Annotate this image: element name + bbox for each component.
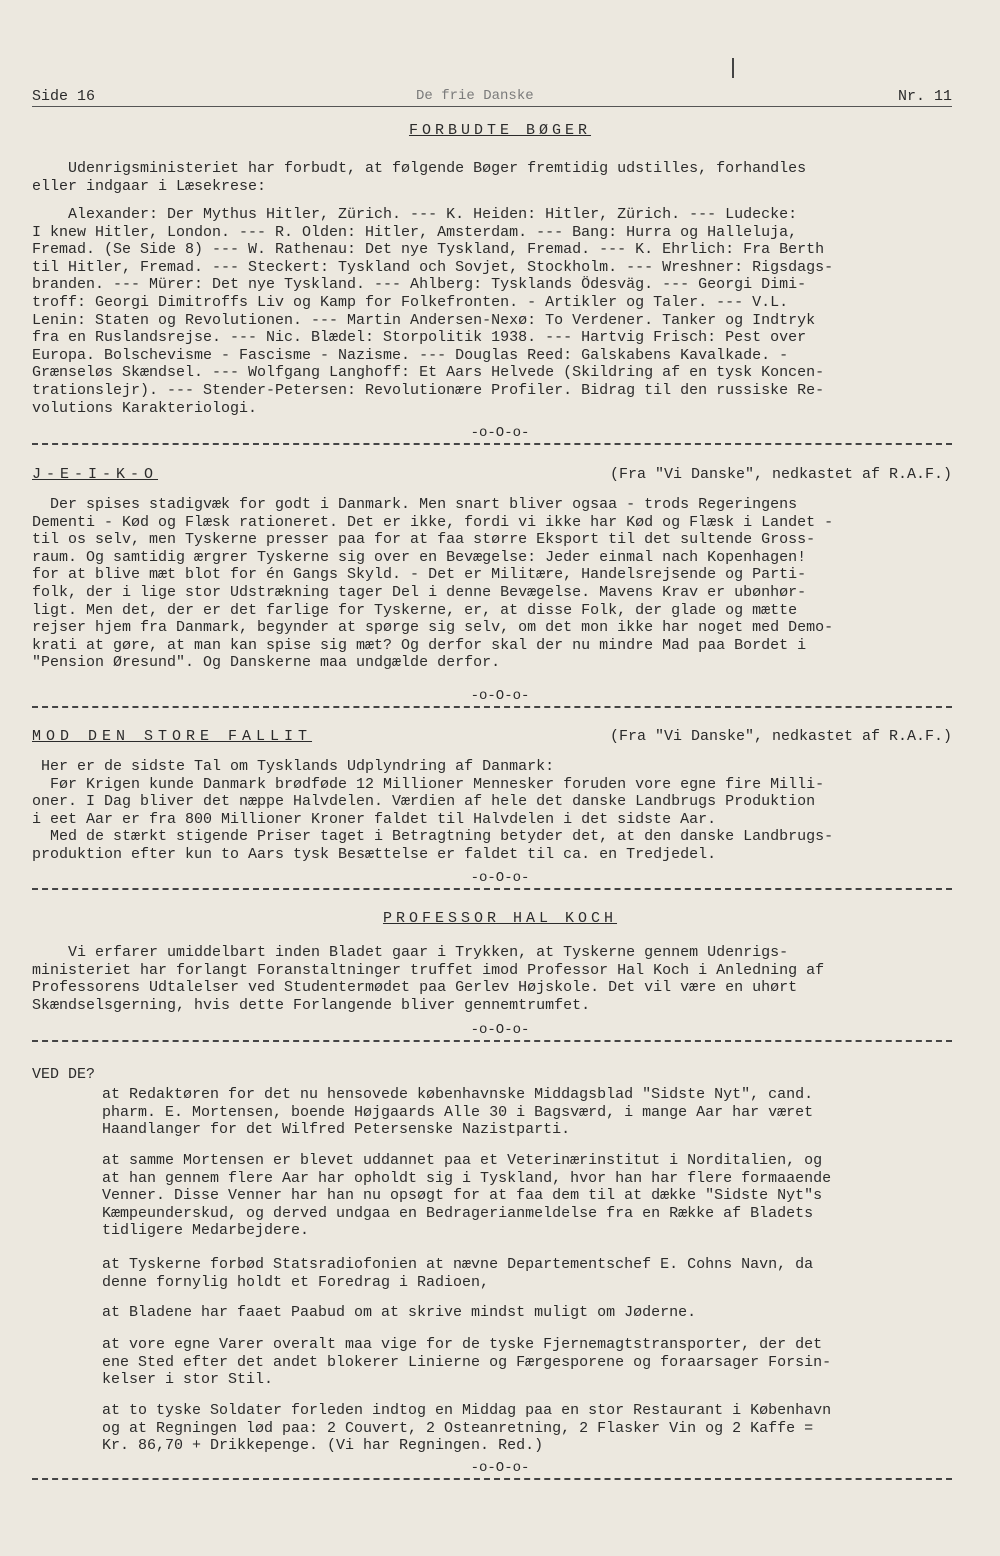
- paper-name: De frie Danske: [416, 88, 534, 104]
- end-mark: -o-O-o-: [470, 425, 530, 441]
- fallit-body: Her er de sidste Tal om Tysklands Udplyndring af Danmark: Før Krigen kunde Danmark brødføde 12 Millioner Mennesker foruden vore egne fire Milli- oner. I Dag bliver det næppe Halvdelen. Værdien af hele det danske Landbrugs Produktion i eet Aar er fra 800 Millioner Kroner faldet til Halvdelen i det sidste Aar. Med de stærkt stigende Priser taget i Betragtning betyder det, at den danske Landbrugs- produktion efter kun to Aars tysk Besættelse er faldet til ca. en Tredjedel.: [32, 758, 834, 863]
- forbudte-title: FORBUDTE BØGER: [408, 122, 592, 139]
- vedde-item: at Bladene har faaet Paabud om at skrive mindst muligt om Jøderne.: [102, 1304, 697, 1321]
- end-mark: -o-O-o-: [470, 870, 530, 886]
- forbudte-list: Alexander: Der Mythus Hitler, Zürich. --- K. Heiden: Hitler, Zürich. --- Ludecke: I knew Hitler, London. --- R. Olden: Hitler, Amsterdam. --- Bang: Hurra og Halleluja, Fremad. (Se Side 8) --- W. Rathenau: Det nye Tyskland, Fremad. --- K. Ehrlich: Fra Berth til Hitler, Fremad. --- Steckert: Tyskland och Sovjet, Stockholm. --- Wreshner: Rigsdags- branden. --- Mürer: Det nye Tyskland. --- Ahlberg: Tysklands Ödesväg. --- Georgi Dimi- troff: Georgi Dimitroffs Liv og Kamp for Folkefronten. - Artikler og Taler. --- V.L. Lenin: Staten og Revolutionen. --- Martin Andersen-Nexø: To Verdener. Tanker og Indtryk fra en Ruslandsrejse. --- Nic. Blædel: Storpolitik 1938. --- Hartvig Frisch: Pest over Europa. Bolschevisme - Fascisme - Nazisme. --- Douglas Reed: Galskabens Kavalkade. - Grænseløs Skændsel. --- Wolfgang Langhoff: Et Aars Helvede (Skildring af en tysk Koncen- trationslejr). --- Stender-Petersen: Revolutionære Profiler. Bidrag til den russiske Re- volutions Karakteriologi.: [32, 206, 834, 417]
- vedde-item: at Redaktøren for det nu hensovede københavnske Middagsblad "Sidste Nyt", cand. pharm. E. Mortensen, boende Højgaards Alle 30 i Bagsværd, i mange Aar har været Haandlanger for det Wilfred Petersenske Nazistparti.: [102, 1086, 814, 1139]
- jeiko-label: J-E-I-K-O: [32, 466, 159, 483]
- separator: [32, 1478, 952, 1486]
- vedde-item: at Tyskerne forbød Statsradiofonien at nævne Departementschef E. Cohns Navn, da denne fornylig holdt et Foredrag i Radioen,: [102, 1256, 814, 1291]
- vedde-item: at samme Mortensen er blevet uddannet paa et Veterinærinstitut i Norditalien, og at han gennem flere Aar har opholdt sig i Tyskland, hvor han har flere formaaende Venner. Disse Venner har han nu opsøgt for at faa dem til at dække "Sidste Nyt"s Kæmpeunderskud, og derved undgaa en Bedragerianmeldelse fra en Række af Bladets tidligere Medarbejdere.: [102, 1152, 832, 1240]
- end-mark: -o-O-o-: [470, 1460, 530, 1476]
- jeiko-source: (Fra "Vi Danske", nedkastet af R.A.F.): [609, 466, 952, 483]
- forbudte-intro: Udenrigsministeriet har forbudt, at følgende Bøger fremtidig udstilles, forhandles eller indgaar i Læsekrese:: [32, 160, 807, 195]
- ink-mark: [732, 58, 734, 78]
- vedde-item: at to tyske Soldater forleden indtog en Middag paa en stor Restaurant i København og at Regningen lød paa: 2 Couvert, 2 Osteanretning, 2 Flasker Vin og 2 Kaffe = Kr. 86,70 + Drikkepenge. (Vi har Regningen. Red.): [102, 1402, 832, 1455]
- separator: [32, 706, 952, 714]
- page-number: Side 16: [32, 88, 96, 105]
- end-mark: -o-O-o-: [470, 1022, 530, 1038]
- jeiko-heading: [32, 466, 952, 483]
- vedde-label: VED DE?: [32, 1066, 96, 1083]
- vedde-item: at vore egne Varer overalt maa vige for de tyske Fjernemagtstransporter, der det ene Sted efter det andet blokerer Linierne og Færgesporene og foraarsager Forsin- kelser i stor Stil.: [102, 1336, 832, 1389]
- halkoch-body: Vi erfarer umiddelbart inden Bladet gaar i Trykken, at Tyskerne gennem Udenrigs- ministeriet har forlangt Foranstaltninger truffet imod Professor Hal Koch i Anledning af Professorens Udtalelser ved Studentermødet paa Gerlev Højskole. Det vil være en uhørt Skændselsgerning, hvis dette Forlangende bliver gennemtrumfet.: [32, 944, 825, 1014]
- header-rule: [32, 106, 952, 107]
- halkoch-title: PROFESSOR HAL KOCH: [382, 910, 618, 927]
- fallit-source: (Fra "Vi Danske", nedkastet af R.A.F.): [609, 728, 952, 745]
- fallit-heading: [32, 728, 952, 745]
- issue-number: Nr. 11: [897, 88, 952, 105]
- fallit-label: MOD DEN STORE FALLIT: [32, 728, 313, 745]
- jeiko-body: Der spises stadigvæk for godt i Danmark. Men snart bliver ogsaa - trods Regeringens Dementi - Kød og Flæsk rationeret. Det er ikke, fordi vi ikke har Kød og Flæsk i Landet - til os selv, men Tyskerne presser paa for at faa større Eksport til det sultende Gross- raum. Og samtidig ærgrer Tyskerne sig over en Bevægelse: Jeder einmal nach Kopenhagen! for at blive mæt blot for én Gangs Skyld. - Det er Militære, Handelsrejsende og Parti- folk, der i lige stor Udstrækning tager Del i denne Bevægelse. Mavens Krav er ubønhør- ligt. Men det, der er det farlige for Tyskerne, er, at disse Folk, der glade og mætte rejser hjem fra Danmark, begynder at spørge sig selv, om det mon ikke har noget med Demo- krati at gøre, at man kan spise sig mæt? Og derfor skal der nu mindre Mad paa Bordet i "Pension Øresund". Og Danskerne maa undgælde derfor.: [32, 496, 834, 672]
- separator: [32, 1040, 952, 1048]
- separator: [32, 888, 952, 896]
- end-mark: -o-O-o-: [470, 688, 530, 704]
- separator: [32, 443, 952, 451]
